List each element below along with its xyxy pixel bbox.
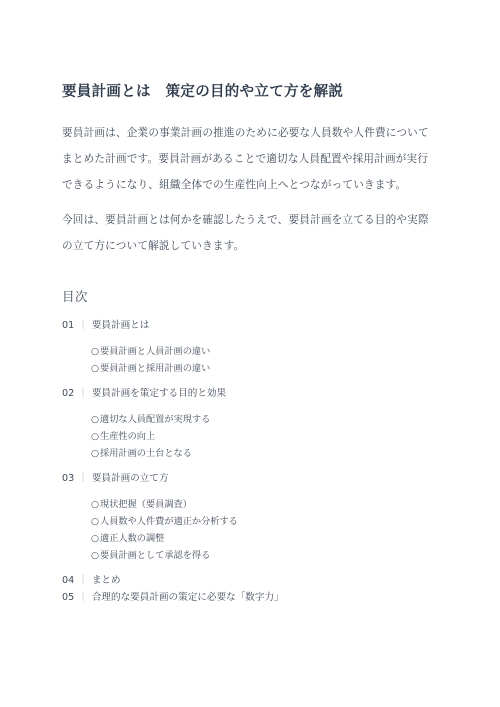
toc-item-01[interactable] xyxy=(62,319,438,333)
table-of-contents xyxy=(62,319,438,605)
toc-separator: ｜ xyxy=(78,320,88,331)
toc-section-03 xyxy=(62,472,438,564)
toc-subitem-label: 要員計画と採用計画の違い xyxy=(100,363,211,374)
toc-item-04[interactable] xyxy=(62,574,438,588)
toc-item-label: 要員計画を策定する目的と効果 xyxy=(91,388,227,399)
circle-bullet-icon: ○ xyxy=(91,533,100,544)
toc-subitem-03-4[interactable] xyxy=(91,547,438,564)
toc-item-number: 01 xyxy=(62,320,75,331)
circle-bullet-icon: ○ xyxy=(91,448,100,459)
toc-subitem-label: 現状把握（要員調査） xyxy=(100,499,192,510)
toc-item-label: 要員計画とは xyxy=(91,320,150,331)
circle-bullet-icon: ○ xyxy=(91,516,100,527)
toc-heading: 目次 xyxy=(62,289,89,304)
toc-item-05[interactable] xyxy=(62,591,438,605)
toc-section-04-05 xyxy=(62,574,438,605)
circle-bullet-icon: ○ xyxy=(91,499,100,510)
toc-subitem-label: 適正人数の調整 xyxy=(100,533,165,544)
toc-subitem-label: 採用計画の土台となる xyxy=(100,448,192,459)
circle-bullet-icon: ○ xyxy=(91,550,100,561)
toc-item-02[interactable] xyxy=(62,387,438,401)
toc-subitem-01-1[interactable] xyxy=(91,343,438,360)
toc-separator: ｜ xyxy=(78,575,88,586)
toc-item-number: 04 xyxy=(62,575,75,586)
toc-separator: ｜ xyxy=(78,592,88,603)
toc-subitem-02-3[interactable] xyxy=(91,445,438,462)
toc-subitem-02-2[interactable] xyxy=(91,428,438,445)
toc-separator: ｜ xyxy=(78,388,88,399)
toc-item-label: まとめ xyxy=(91,575,121,586)
toc-item-03[interactable] xyxy=(62,472,438,486)
toc-subitem-label: 要員計画として承認を得る xyxy=(100,550,211,561)
toc-item-label: 要員計画の立て方 xyxy=(91,473,169,484)
toc-subitem-03-3[interactable] xyxy=(91,530,438,547)
toc-item-number: 02 xyxy=(62,388,75,399)
toc-subitem-label: 要員計画と人員計画の違い xyxy=(100,346,211,357)
toc-section-01 xyxy=(62,319,438,377)
toc-subitem-label: 生産性の向上 xyxy=(100,431,156,442)
circle-bullet-icon: ○ xyxy=(91,363,100,374)
toc-section-02 xyxy=(62,387,438,462)
toc-subitem-label: 人員数や人件費が適正か分析する xyxy=(100,516,238,527)
toc-subitem-03-1[interactable] xyxy=(91,496,438,513)
toc-item-number: 03 xyxy=(62,473,75,484)
intro-paragraph: 要員計画は、企業の事業計画の推進のために必要な人員数や人件費についてまとめた計画です。要員計画があることで適切な人員配置や採用計画が実行できるようになり、組織全体での生産性向上へとつながっていきます。 xyxy=(62,127,429,191)
toc-item-label: 合理的な要員計画の策定に必要な「数字力」 xyxy=(91,592,284,603)
summary-paragraph: 今回は、要員計画とは何かを確認したうえで、要員計画を立てる目的や実際の立て方について解説していきます。 xyxy=(62,214,429,252)
toc-subitem-02-1[interactable] xyxy=(91,411,438,428)
toc-separator: ｜ xyxy=(78,473,88,484)
toc-subitem-label: 適切な人員配置が実現する xyxy=(100,414,211,425)
toc-item-number: 05 xyxy=(62,592,75,603)
circle-bullet-icon: ○ xyxy=(91,346,100,357)
toc-subitem-01-2[interactable] xyxy=(91,360,438,377)
circle-bullet-icon: ○ xyxy=(91,431,100,442)
toc-subitem-03-2[interactable] xyxy=(91,513,438,530)
circle-bullet-icon: ○ xyxy=(91,414,100,425)
article-title: 要員計画とは 策定の目的や立て方を解説 xyxy=(62,84,344,100)
